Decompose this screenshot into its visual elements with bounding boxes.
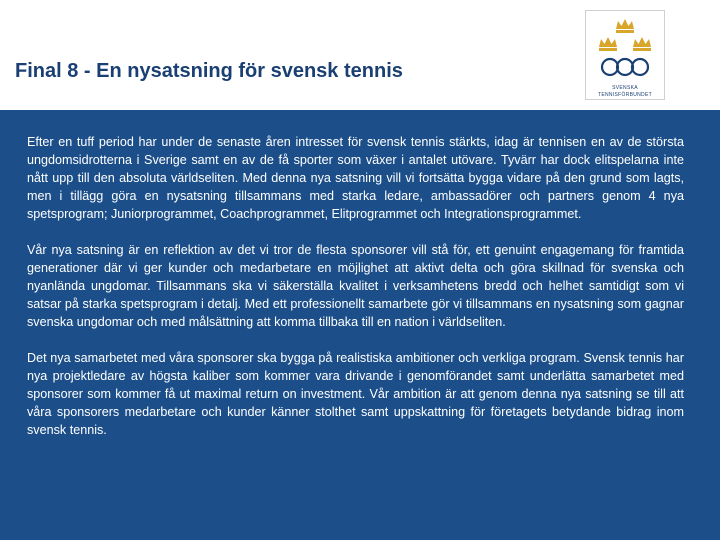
slide-header xyxy=(0,0,720,110)
logo-text-line2: TENNISFÖRBUNDET xyxy=(598,92,652,98)
svenska-tennisforbundet-logo xyxy=(585,10,665,100)
slide-body xyxy=(27,133,684,457)
paragraph-reflection: Vår nya satsning är en reflektion av det vi tror de flesta sponsorer vill stå för, ett genuint engagemang för framtida generationer där vi ger kunder och medarbetare en möjlighet att aktivt delta och göra skillnad för svenska och nyanlända ungdomar. Tillsammans ska vi säkerställa kvalitet i verksamhetens bredd och helhet samtidigt som vi satsar på starka spetsprogram i detalj. Med ett professionellt samarbete gör vi tillsammans en nysatsning som gagnar svenska ungdomar och med målsättning att komma tillbaka till en nation i världseliten. xyxy=(27,243,684,329)
paragraph-intro: Efter en tuff period har under de senaste åren intresset för svensk tennis stärkts, idag är tennisen en av de största ungdomsidrotterna i Sverige samt en av de få sporter som växer i antalet utövare. Tyvärr har dock elitspelarna inte nått upp till den absoluta världseliten. Med denna nya satsning vill vi fortsätta bygga vidare på den grund som lagts, men i tillägg göra en nysatsning tillsammans med starka ledare, ambassadörer och partners genom 4 nya spetsprogram; Juniorprogrammet, Coachprogrammet, Elitprogrammet och Integrationsprogrammet. xyxy=(27,135,684,221)
rings-icon xyxy=(602,59,648,75)
crown-icon xyxy=(599,37,617,51)
paragraph-collaboration: Det nya samarbetet med våra sponsorer ska bygga på realistiska ambitioner och verkliga program. Svensk tennis har nya projektledare av högsta kaliber som kommer vara drivande i genomförandet samt underlätta samarbetet med sponsorer som kommer få ut maximal return on investment. Vår ambition är att genom denna nya satsning se till att våra sponsorers medarbetare och kunder känner stolthet samt uppskattning för företagets betydande bidrag inom svensk tennis. xyxy=(27,351,684,437)
logo-text-line1: SVENSKA xyxy=(612,85,638,91)
crown-icon xyxy=(633,37,651,51)
crown-icon xyxy=(616,19,634,33)
three-crowns-rings-icon xyxy=(594,15,656,83)
slide-title: Final 8 - En nysatsning för svensk tennis xyxy=(15,60,403,82)
